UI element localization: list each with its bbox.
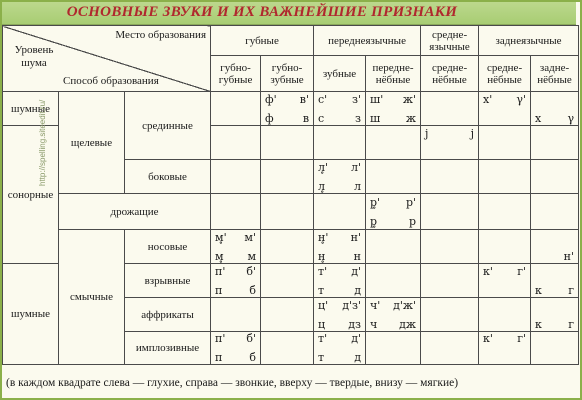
cell — [314, 230, 366, 264]
phoneme-symbol: т' — [318, 264, 328, 278]
cell — [531, 264, 579, 298]
method-label: Способ образования — [63, 75, 159, 87]
col-dental: зубные — [314, 56, 366, 92]
col-front-lingual: переднеязычные — [314, 26, 421, 56]
phoneme-symbol: н̥ — [318, 249, 326, 263]
cell — [479, 194, 531, 230]
phoneme-symbol: л — [354, 179, 362, 193]
cell — [261, 92, 314, 126]
phoneme-symbol: γ' — [516, 92, 527, 106]
cell — [479, 332, 531, 365]
phoneme-symbol: ж' — [402, 92, 417, 106]
col-bilabial: губно-губные — [211, 56, 261, 92]
phoneme-symbol: б' — [246, 332, 257, 345]
cell — [211, 92, 261, 126]
place-label: Место образования — [115, 29, 207, 41]
cell — [366, 332, 421, 365]
phoneme-symbol: д' — [351, 332, 362, 345]
cell — [261, 264, 314, 298]
cell — [261, 160, 314, 194]
phoneme-symbol: д — [354, 283, 362, 297]
col-back-palatal: задне-нёбные — [531, 56, 579, 92]
title-bar — [2, 2, 576, 25]
phoneme-symbol: м' — [244, 230, 257, 244]
phoneme-symbol: т' — [318, 332, 328, 345]
cell — [421, 230, 479, 264]
col-labial: губные — [211, 26, 314, 56]
cell — [261, 126, 314, 160]
row-sonorant: сонорные — [3, 126, 59, 264]
row-affricate: аффрикаты — [125, 298, 211, 332]
phoneme-symbol: н̥' — [318, 230, 329, 244]
row-stop-group: смычные — [59, 230, 125, 365]
cell — [211, 126, 261, 160]
row-implosive: имплозивные — [125, 332, 211, 365]
phoneme-symbol: т — [318, 283, 325, 297]
cell — [479, 298, 531, 332]
col-back-lingual: заднеязычные — [479, 26, 579, 56]
row-plosive: взрывные — [125, 264, 211, 298]
phoneme-symbol: ц' — [318, 298, 329, 312]
cell — [479, 160, 531, 194]
phoneme-symbol: л̥ — [318, 179, 326, 193]
cell — [531, 230, 579, 264]
cell — [314, 160, 366, 194]
phoneme-symbol: к — [535, 283, 542, 297]
cell — [366, 92, 421, 126]
phoneme-symbol: в' — [299, 92, 310, 106]
cell — [211, 160, 261, 194]
phoneme-symbol: р — [408, 214, 417, 228]
phoneme-symbol: ш — [370, 111, 381, 125]
cell — [211, 298, 261, 332]
phoneme-symbol: н — [353, 249, 362, 263]
phoneme-symbol: ч' — [370, 298, 381, 312]
phoneme-symbol: з — [355, 111, 362, 125]
phoneme-symbol: р̥' — [370, 195, 381, 209]
cell — [531, 194, 579, 230]
phoneme-symbol: н' — [563, 249, 575, 263]
phoneme-symbol: т — [318, 351, 325, 364]
phoneme-symbol: к' — [483, 264, 493, 278]
phoneme-symbol: j — [470, 126, 475, 140]
cell — [314, 332, 366, 365]
cell — [261, 194, 314, 230]
page-title: ОСНОВНЫЕ ЗВУКИ И ИХ ВАЖНЕЙШИЕ ПРИЗНАКИ — [66, 4, 458, 20]
phoneme-symbol: ч — [370, 317, 378, 331]
phoneme-symbol: с — [318, 111, 325, 125]
phoneme-symbol: б' — [246, 264, 257, 278]
cell — [314, 126, 366, 160]
cell — [421, 264, 479, 298]
cell — [314, 298, 366, 332]
noise-level-label: Уровень шума — [14, 44, 54, 69]
phoneme-symbol: г — [568, 283, 575, 297]
cell — [531, 126, 579, 160]
cell — [211, 332, 261, 365]
row-nasal: носовые — [125, 230, 211, 264]
watermark-text: http://spelling.siteedit.ru/ — [38, 99, 47, 186]
cell — [211, 194, 261, 230]
row-noisy-1: шумные — [3, 92, 59, 126]
row-fricative: щелевые — [59, 92, 125, 194]
phoneme-symbol: к — [535, 317, 542, 331]
phoneme-symbol: л̥' — [318, 160, 329, 174]
legend-note: (в каждом квадрате слева — глухие, справа — звонкие, вверху — твердые, внизу — мягкие) — [6, 377, 459, 389]
cell — [421, 126, 479, 160]
cell — [479, 264, 531, 298]
phoneme-symbol: л' — [351, 160, 362, 174]
cell — [531, 298, 579, 332]
phoneme-symbol: д — [354, 351, 362, 364]
cell — [366, 160, 421, 194]
cell — [421, 160, 479, 194]
col-labiodental: губно-зубные — [261, 56, 314, 92]
phoneme-symbol: х — [535, 111, 542, 125]
phoneme-symbol: м̥ — [215, 249, 224, 263]
phoneme-symbol: г' — [517, 264, 527, 278]
row-median: срединные — [125, 92, 211, 160]
phoneme-symbol: д'з' — [342, 298, 362, 312]
cell — [314, 194, 366, 230]
cell — [479, 230, 531, 264]
cell — [366, 264, 421, 298]
cell — [261, 298, 314, 332]
phoneme-symbol: к' — [483, 332, 493, 345]
phoneme-symbol: ф — [265, 111, 274, 125]
cell — [421, 92, 479, 126]
phoneme-symbol: ж — [405, 111, 417, 125]
cell — [211, 264, 261, 298]
col-mid-palatal-back: средне-нёбные — [479, 56, 531, 92]
phoneme-symbol: п — [215, 351, 223, 364]
phoneme-symbol: д' — [351, 264, 362, 278]
phoneme-symbol: п' — [215, 264, 226, 278]
phoneme-symbol: j — [425, 126, 429, 140]
cell — [261, 230, 314, 264]
phoneme-symbol: п — [215, 283, 223, 297]
phoneme-symbol: с' — [318, 92, 328, 106]
phoneme-symbol: м̥' — [215, 230, 227, 244]
phoneme-symbol: ц — [318, 317, 326, 331]
phoneme-symbol: з' — [351, 92, 362, 106]
phoneme-symbol: г' — [517, 332, 527, 345]
phoneme-symbol: дж — [399, 317, 417, 331]
row-trill: дрожащие — [59, 194, 211, 230]
cell — [314, 92, 366, 126]
phoneme-symbol: п' — [215, 332, 226, 345]
cell — [531, 92, 579, 126]
cell — [366, 298, 421, 332]
cell — [531, 160, 579, 194]
phoneme-symbol: н' — [350, 230, 362, 244]
cell — [421, 332, 479, 365]
phonetics-table — [2, 25, 579, 365]
phoneme-symbol: б — [249, 351, 257, 364]
cell — [314, 264, 366, 298]
cell — [366, 230, 421, 264]
cell — [366, 126, 421, 160]
phoneme-symbol: д'ж' — [393, 298, 417, 312]
cell — [261, 332, 314, 365]
col-mid-lingual: средне-язычные — [421, 26, 479, 56]
cell — [421, 298, 479, 332]
phoneme-symbol: г — [568, 317, 575, 331]
col-front-palatal: передне-нёбные — [366, 56, 421, 92]
header-corner — [3, 26, 211, 92]
phoneme-symbol: х' — [483, 92, 493, 106]
phoneme-symbol: р̥ — [370, 214, 378, 228]
phoneme-symbol: γ — [567, 111, 575, 125]
phoneme-symbol: б — [249, 283, 257, 297]
phoneme-symbol: м — [247, 249, 257, 263]
cell — [531, 332, 579, 365]
col-mid-palatal: средне-нёбные — [421, 56, 479, 92]
row-noisy-2: шумные — [3, 264, 59, 365]
cell — [366, 194, 421, 230]
cell — [479, 92, 531, 126]
row-lateral: боковые — [125, 160, 211, 194]
phoneme-symbol: ф' — [265, 92, 277, 106]
phoneme-symbol: ш' — [370, 92, 384, 106]
cell — [211, 230, 261, 264]
phoneme-symbol: в — [302, 111, 310, 125]
cell — [479, 126, 531, 160]
phoneme-symbol: р' — [405, 195, 417, 209]
phoneme-symbol: дз — [348, 317, 362, 331]
cell — [421, 194, 479, 230]
